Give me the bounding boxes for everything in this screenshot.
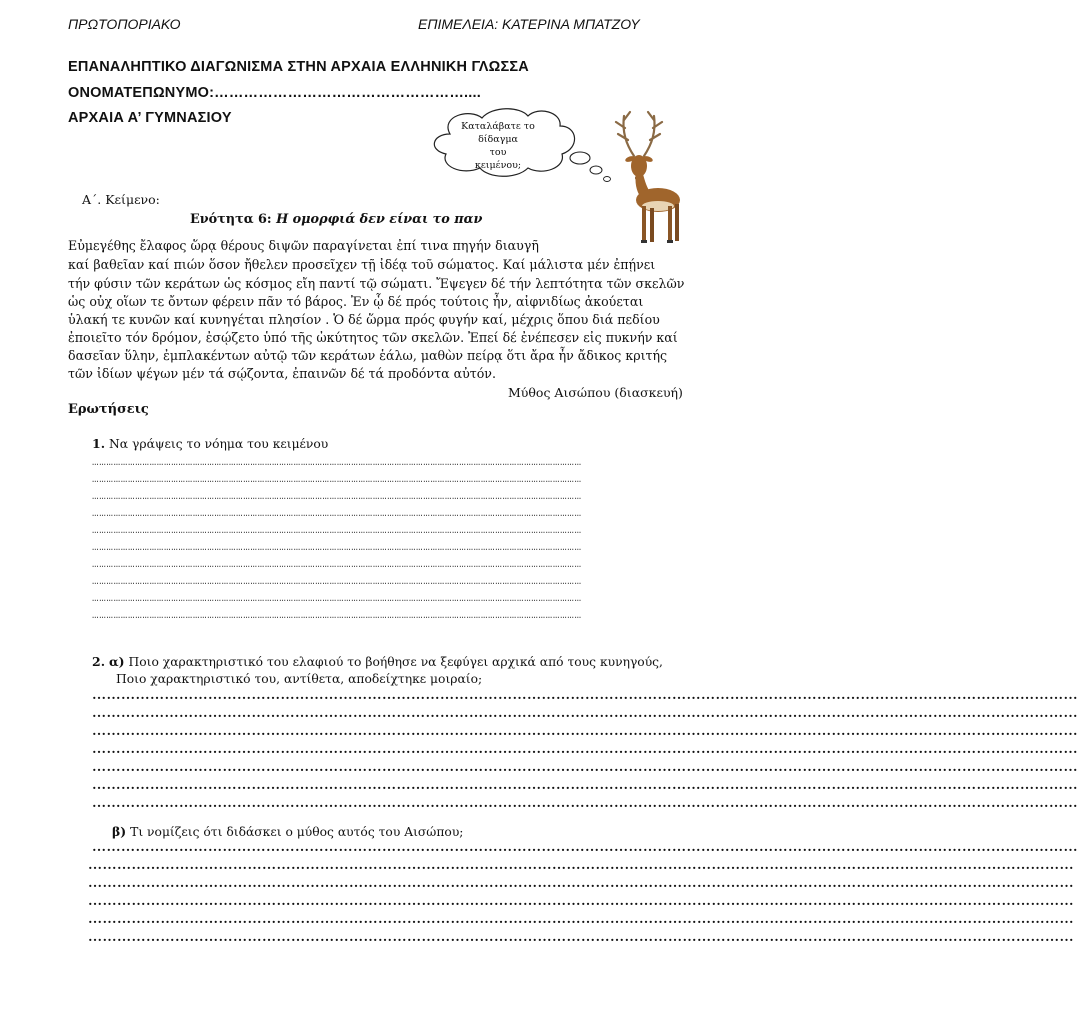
q2a-text: Ποιο χαρακτηριστικό του ελαφιού το βοήθησε να ξεφύγει αρχικά από τους κυνηγούς, xyxy=(124,655,663,669)
answer-line[interactable]: …………………………………………………………………………………………………………………………………………………………………………………… xyxy=(92,593,582,605)
answer-line[interactable]: …………………………………………………………………………………………………………………………………………………………………………………… xyxy=(92,559,582,571)
cloud-line: του xyxy=(489,147,507,158)
deer-image xyxy=(606,108,688,250)
answer-line[interactable]: …………………………………………………………………………………………………………………………………………………………………………………… xyxy=(92,742,1078,757)
header-right: ΕΠΙΜΕΛΕΙΑ: ΚΑΤΕΡΙΝΑ ΜΠΑΤΖΟΥ xyxy=(418,16,640,32)
unit-heading xyxy=(190,212,482,227)
cloud-line: κειμένου; xyxy=(474,160,522,171)
answer-line[interactable]: …………………………………………………………………………………………………………………………………………………………………………………… xyxy=(88,930,1074,945)
answer-line[interactable]: …………………………………………………………………………………………………………………………………………………………………………………… xyxy=(92,508,582,520)
answer-line[interactable]: …………………………………………………………………………………………………………………………………………………………………………………… xyxy=(92,457,582,469)
answer-line[interactable]: …………………………………………………………………………………………………………………………………………………………………………………… xyxy=(92,840,1078,855)
q1-prompt xyxy=(92,436,328,451)
section-label: Α΄. Κείμενο: xyxy=(82,192,160,207)
name-field[interactable]: ΟΝΟΜΑΤΕΠΩΝΥΜΟ:…………………………………………….... xyxy=(68,85,481,101)
text-line: δασεῖαν ὕλην, ἐμπλακέντων αὐτῷ τῶν κεράτων ἑάλω, μαθὼν πείρᾳ ὅτι ἄρα ἦν ἄδικος κριτής xyxy=(68,348,668,363)
unit-title: Η ομορφιά δεν είναι το παν xyxy=(276,212,483,227)
text-line: Εὐμεγέθης ἔλαφος ὥρᾳ θέρους διψῶν παραγίνεται ἐπί τινα πηγήν διαυγῆ xyxy=(68,238,539,253)
answer-line[interactable]: …………………………………………………………………………………………………………………………………………………………………………………… xyxy=(92,760,1078,775)
q1-text: Να γράψεις το νόημα του κειμένου xyxy=(109,437,329,451)
text-line: ὡς οὐχ οἵων τε ὄντων φέρειν πᾶν τό βάρος. Ἐν ᾧ δέ πρός τούτοις ἦν, αἰφνιδίως ἀκούεται xyxy=(68,294,644,309)
answer-line[interactable]: …………………………………………………………………………………………………………………………………………………………………………………… xyxy=(92,576,582,588)
unit-prefix: Ενότητα 6: xyxy=(190,212,277,227)
text-line: τήν φύσιν τῶν κεράτων ὡς κόσμος εἴη παντί τῷ σώματι. Ἔψεγεν δέ τήν λεπτότητα τῶν σκελῶν xyxy=(68,276,685,291)
q2b-label: β) xyxy=(112,824,127,839)
answer-line[interactable]: …………………………………………………………………………………………………………………………………………………………………………………… xyxy=(92,724,1078,739)
questions-heading: Ερωτήσεις xyxy=(68,402,149,417)
cloud-text xyxy=(428,120,568,171)
answer-line[interactable]: …………………………………………………………………………………………………………………………………………………………………………………… xyxy=(92,491,582,503)
text-line: ὑλακή τε κυνῶν καί κυνηγέται πλησίον . Ὁ δέ ὥρμα πρός φυγήν καί, μέχρις ὅπου διά πεδίου xyxy=(68,312,660,327)
q2a-text-line2: Ποιο χαρακτηριστικό του, αντίθετα, αποδείχτηκε μοιραίο; xyxy=(116,672,483,686)
answer-line[interactable]: …………………………………………………………………………………………………………………………………………………………………………………… xyxy=(92,542,582,554)
cloud-line: δίδαγμα xyxy=(478,134,518,145)
answer-line[interactable]: …………………………………………………………………………………………………………………………………………………………………………………… xyxy=(92,525,582,537)
header-left: ΠΡΩΤΟΠΟΡΙΑΚΟ xyxy=(68,16,181,32)
q2a-prompt xyxy=(92,654,663,669)
exam-title: ΕΠΑΝΑΛΗΠΤΙΚΟ ΔΙΑΓΩΝΙΣΜΑ ΣΤΗΝ ΑΡΧΑΙΑ ΕΛΛΗΝΙΚΗ ΓΛΩΣΣΑ xyxy=(68,59,529,75)
q1-number: 1. xyxy=(92,436,106,451)
q2b-text: Τι νομίζεις ότι διδάσκει ο μύθος αυτός του Αισώπου; xyxy=(126,825,464,839)
answer-line[interactable]: …………………………………………………………………………………………………………………………………………………………………………………… xyxy=(92,778,1078,793)
answer-line[interactable]: …………………………………………………………………………………………………………………………………………………………………………………… xyxy=(88,876,1074,891)
text-line: καί βαθεῖαν καί πιών ὅσον ἤθελεν προσεῖχεν τῇ ἰδέᾳ τοῦ σώματος. Καί μάλιστα μέν ἐπῄνει xyxy=(68,257,656,272)
text-line: ἐποιεῖτο τόν δρόμον, ἐσῴζετο ὑπό τῆς ὠκύτητος τῶν σκελῶν. Ἐπεί δέ ἐνέπεσεν εἰς πυκνήν καί xyxy=(68,330,678,345)
text-line: τῶν ἰδίων ψέγων μέν τά σῴζοντα, ἐπαινῶν δέ τά προδόντα αὐτόν. xyxy=(68,366,496,381)
grade-title: ΑΡΧΑΙΑ Α’ ΓΥΜΝΑΣΙΟΥ xyxy=(68,110,232,126)
answer-line[interactable]: …………………………………………………………………………………………………………………………………………………………………………………… xyxy=(88,858,1074,873)
answer-line[interactable]: …………………………………………………………………………………………………………………………………………………………………………………… xyxy=(92,688,1078,703)
answer-line[interactable]: …………………………………………………………………………………………………………………………………………………………………………………… xyxy=(92,474,582,486)
cloud-line: Καταλάβατε το xyxy=(461,121,535,132)
thought-cloud xyxy=(420,106,620,186)
answer-line[interactable]: …………………………………………………………………………………………………………………………………………………………………………………… xyxy=(88,912,1074,927)
answer-line[interactable]: …………………………………………………………………………………………………………………………………………………………………………………… xyxy=(92,610,582,622)
answer-line[interactable]: …………………………………………………………………………………………………………………………………………………………………………………… xyxy=(92,796,1078,811)
q2-number: 2. xyxy=(92,654,106,669)
answer-line[interactable]: …………………………………………………………………………………………………………………………………………………………………………………… xyxy=(92,706,1078,721)
q2b-prompt xyxy=(112,824,463,839)
q2a-label: α) xyxy=(109,654,125,669)
answer-line[interactable]: …………………………………………………………………………………………………………………………………………………………………………………… xyxy=(88,894,1074,909)
source-credit: Μύθος Αισώπου (διασκευή) xyxy=(508,385,683,400)
